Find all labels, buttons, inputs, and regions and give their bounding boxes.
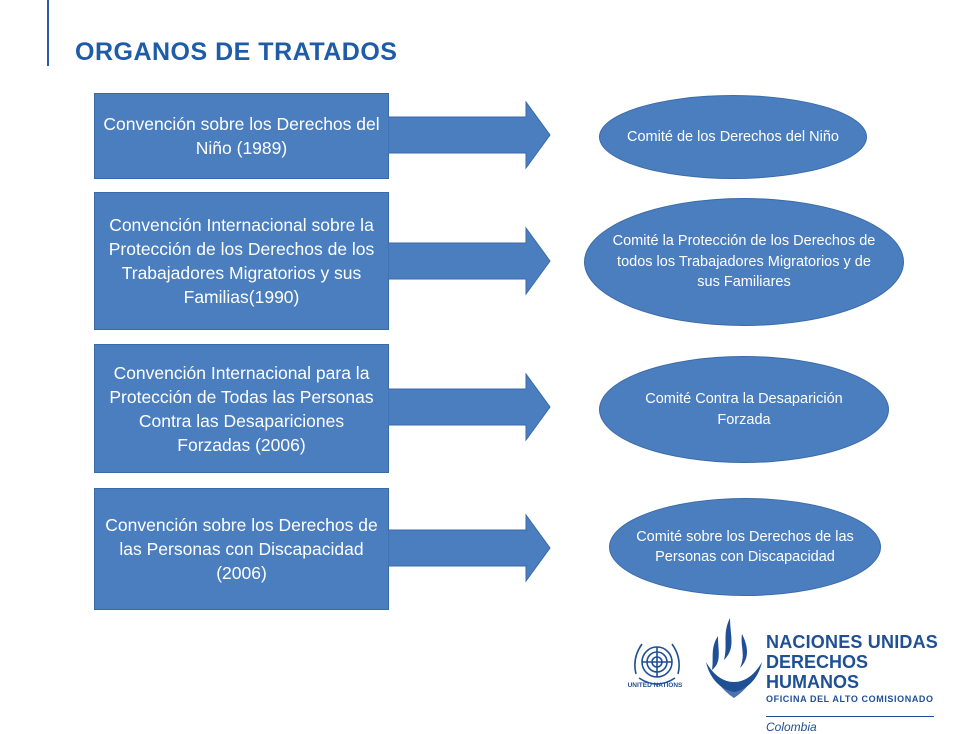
- committee-oval: [599, 356, 889, 463]
- brand-line-2: DERECHOS HUMANOS: [766, 652, 869, 692]
- brand-line-4: Colombia: [766, 720, 817, 734]
- committee-label: Comité sobre los Derechos de las Personas con Discapacidad: [636, 528, 854, 565]
- arrow-right-icon: [388, 372, 552, 442]
- arrow-right-icon: [388, 100, 552, 170]
- convention-label: Convención sobre los Derechos del Niño (1989): [103, 114, 380, 158]
- brand-divider: [766, 716, 934, 717]
- slide-title: ORGANOS DE TRATADOS: [75, 38, 398, 66]
- convention-box: [94, 192, 389, 330]
- convention-box: [94, 488, 389, 610]
- human-rights-flame-icon: [700, 614, 768, 702]
- committee-oval: [609, 498, 881, 596]
- arrow-right-icon: [388, 226, 552, 296]
- brand-line-3: OFICINA DEL ALTO COMISIONADO: [766, 694, 934, 704]
- committee-label: Comité la Protección de los Derechos de todos los Trabajadores Migratorios y de sus Familiares: [612, 233, 876, 291]
- committee-oval: [599, 95, 867, 179]
- accent-line: [47, 0, 49, 66]
- convention-box: [94, 93, 389, 179]
- committee-label: Comité Contra la Desaparición Forzada: [645, 391, 843, 428]
- brand-line-1: NACIONES UNIDAS: [766, 632, 939, 652]
- convention-label: Convención sobre los Derechos de las Personas con Discapacidad (2006): [105, 515, 378, 583]
- un-logo-text: UNITED NATIONS: [627, 682, 683, 689]
- footer-logos: [620, 612, 950, 734]
- ohchr-brand: [766, 632, 950, 734]
- arrow-right-icon: [388, 513, 552, 583]
- committee-oval: [584, 198, 904, 326]
- convention-label: Convención Internacional para la Protección de Todas las Personas Contra las Desapariciones Forzadas (2006): [109, 362, 374, 455]
- convention-box: [94, 344, 389, 473]
- un-emblem-icon: [622, 626, 692, 706]
- committee-label: Comité de los Derechos del Niño: [627, 128, 839, 145]
- convention-label: Convención Internacional sobre la Protección de los Derechos de los Trabajadores Migratorios y sus Familias(1990): [108, 215, 375, 307]
